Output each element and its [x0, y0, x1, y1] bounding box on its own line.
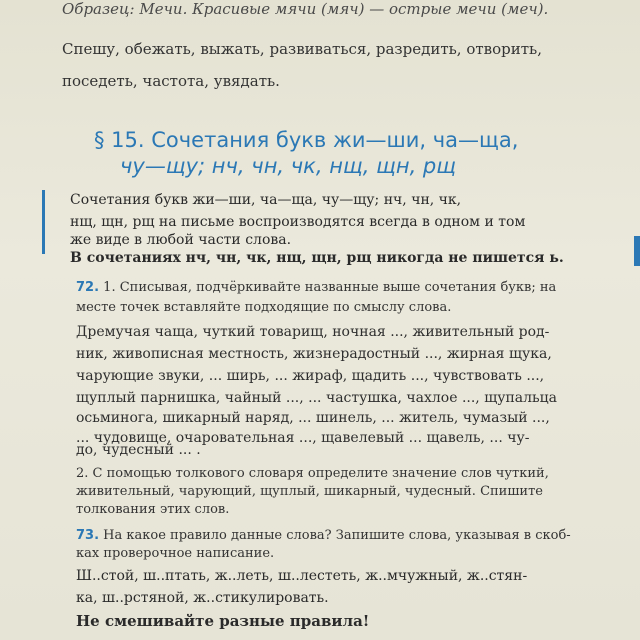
task-72-body-4: щуплый парнишка, чайный ..., ... частушка, чахлое ..., щупальца [76, 390, 557, 406]
task-73-words-1: Ш..стой, ш..птать, ж..леть, ш..лестеть, ж..мчужный, ж..стян- [76, 568, 528, 584]
task-73-text-1: На какое правило данные слова? Запишите слова, указывая в скоб- [103, 528, 571, 543]
rule-bold-line: В сочетаниях нч, чн, чк, нщ, щн, рщ никогда не пишется ь. [70, 250, 564, 266]
rule-margin-bar [42, 190, 45, 254]
task-72-body-5: осьминога, шикарный наряд, ... шинель, ... житель, чумазый ..., [76, 410, 550, 426]
task-73-line-2: ках проверочное написание. [76, 546, 275, 561]
task-72-line-2: месте точек вставляйте подходящие по смыслу слова. [76, 300, 452, 315]
exercise-line-1: Спешу, обежать, выжать, развиваться, разредить, отворить, [62, 40, 542, 58]
task-72-part2-1: 2. С помощью толкового словаря определите значение слов чуткий, [76, 466, 549, 481]
task-73-line-1 [76, 528, 571, 543]
exercise-line-2: поседеть, частота, увядать. [62, 72, 280, 90]
task-72-number: 72. [76, 280, 100, 295]
task-72-body-7: до, чудесный ... . [76, 442, 201, 458]
task-72-part2-3: толкования этих слов. [76, 502, 230, 517]
task-72-text-1: 1. Списывая, подчёркивайте названные выше сочетания букв; на [103, 280, 557, 295]
task-72-body-6: ... чудовище, очаровательная ..., щавелевый ... щавель, ... чу- [76, 430, 530, 446]
section-title: § 15. Сочетания букв жи—ши, ча—ща, [94, 128, 519, 152]
task-72-line-1 [76, 280, 556, 295]
task-72-body-3: чарующие звуки, ... ширь, ... жираф, щадить ..., чувствовать ..., [76, 368, 545, 384]
sample-line: Образец: Мечи. Красивые мячи (мяч) — острые мечи (меч). [62, 0, 549, 18]
task-73-words-2: ка, ш..рстяной, ж..стикулировать. [76, 590, 329, 606]
warning-heading: Не смешивайте разные правила! [76, 612, 370, 630]
task-72-part2-2: живительный, чарующий, щуплый, шикарный, чудесный. Спишите [76, 484, 543, 499]
section-title-cont: чу—щу; нч, чн, чк, нщ, щн, рщ [120, 154, 457, 178]
rule-line-1: Сочетания букв жи—ши, ча—ща, чу—щу; нч, чн, чк, [70, 192, 462, 208]
task-72-body-2: ник, живописная местность, жизнерадостный ..., жирная щука, [76, 346, 552, 362]
rule-line-3: же виде в любой части слова. [70, 232, 292, 248]
task-72-body-1: Дремучая чаща, чуткий товарищ, ночная ..., живительный род- [76, 324, 550, 340]
page-edge-marker [634, 236, 640, 266]
task-73-number: 73. [76, 528, 100, 543]
rule-line-2: нщ, щн, рщ на письме воспроизводятся всегда в одном и том [70, 214, 526, 230]
